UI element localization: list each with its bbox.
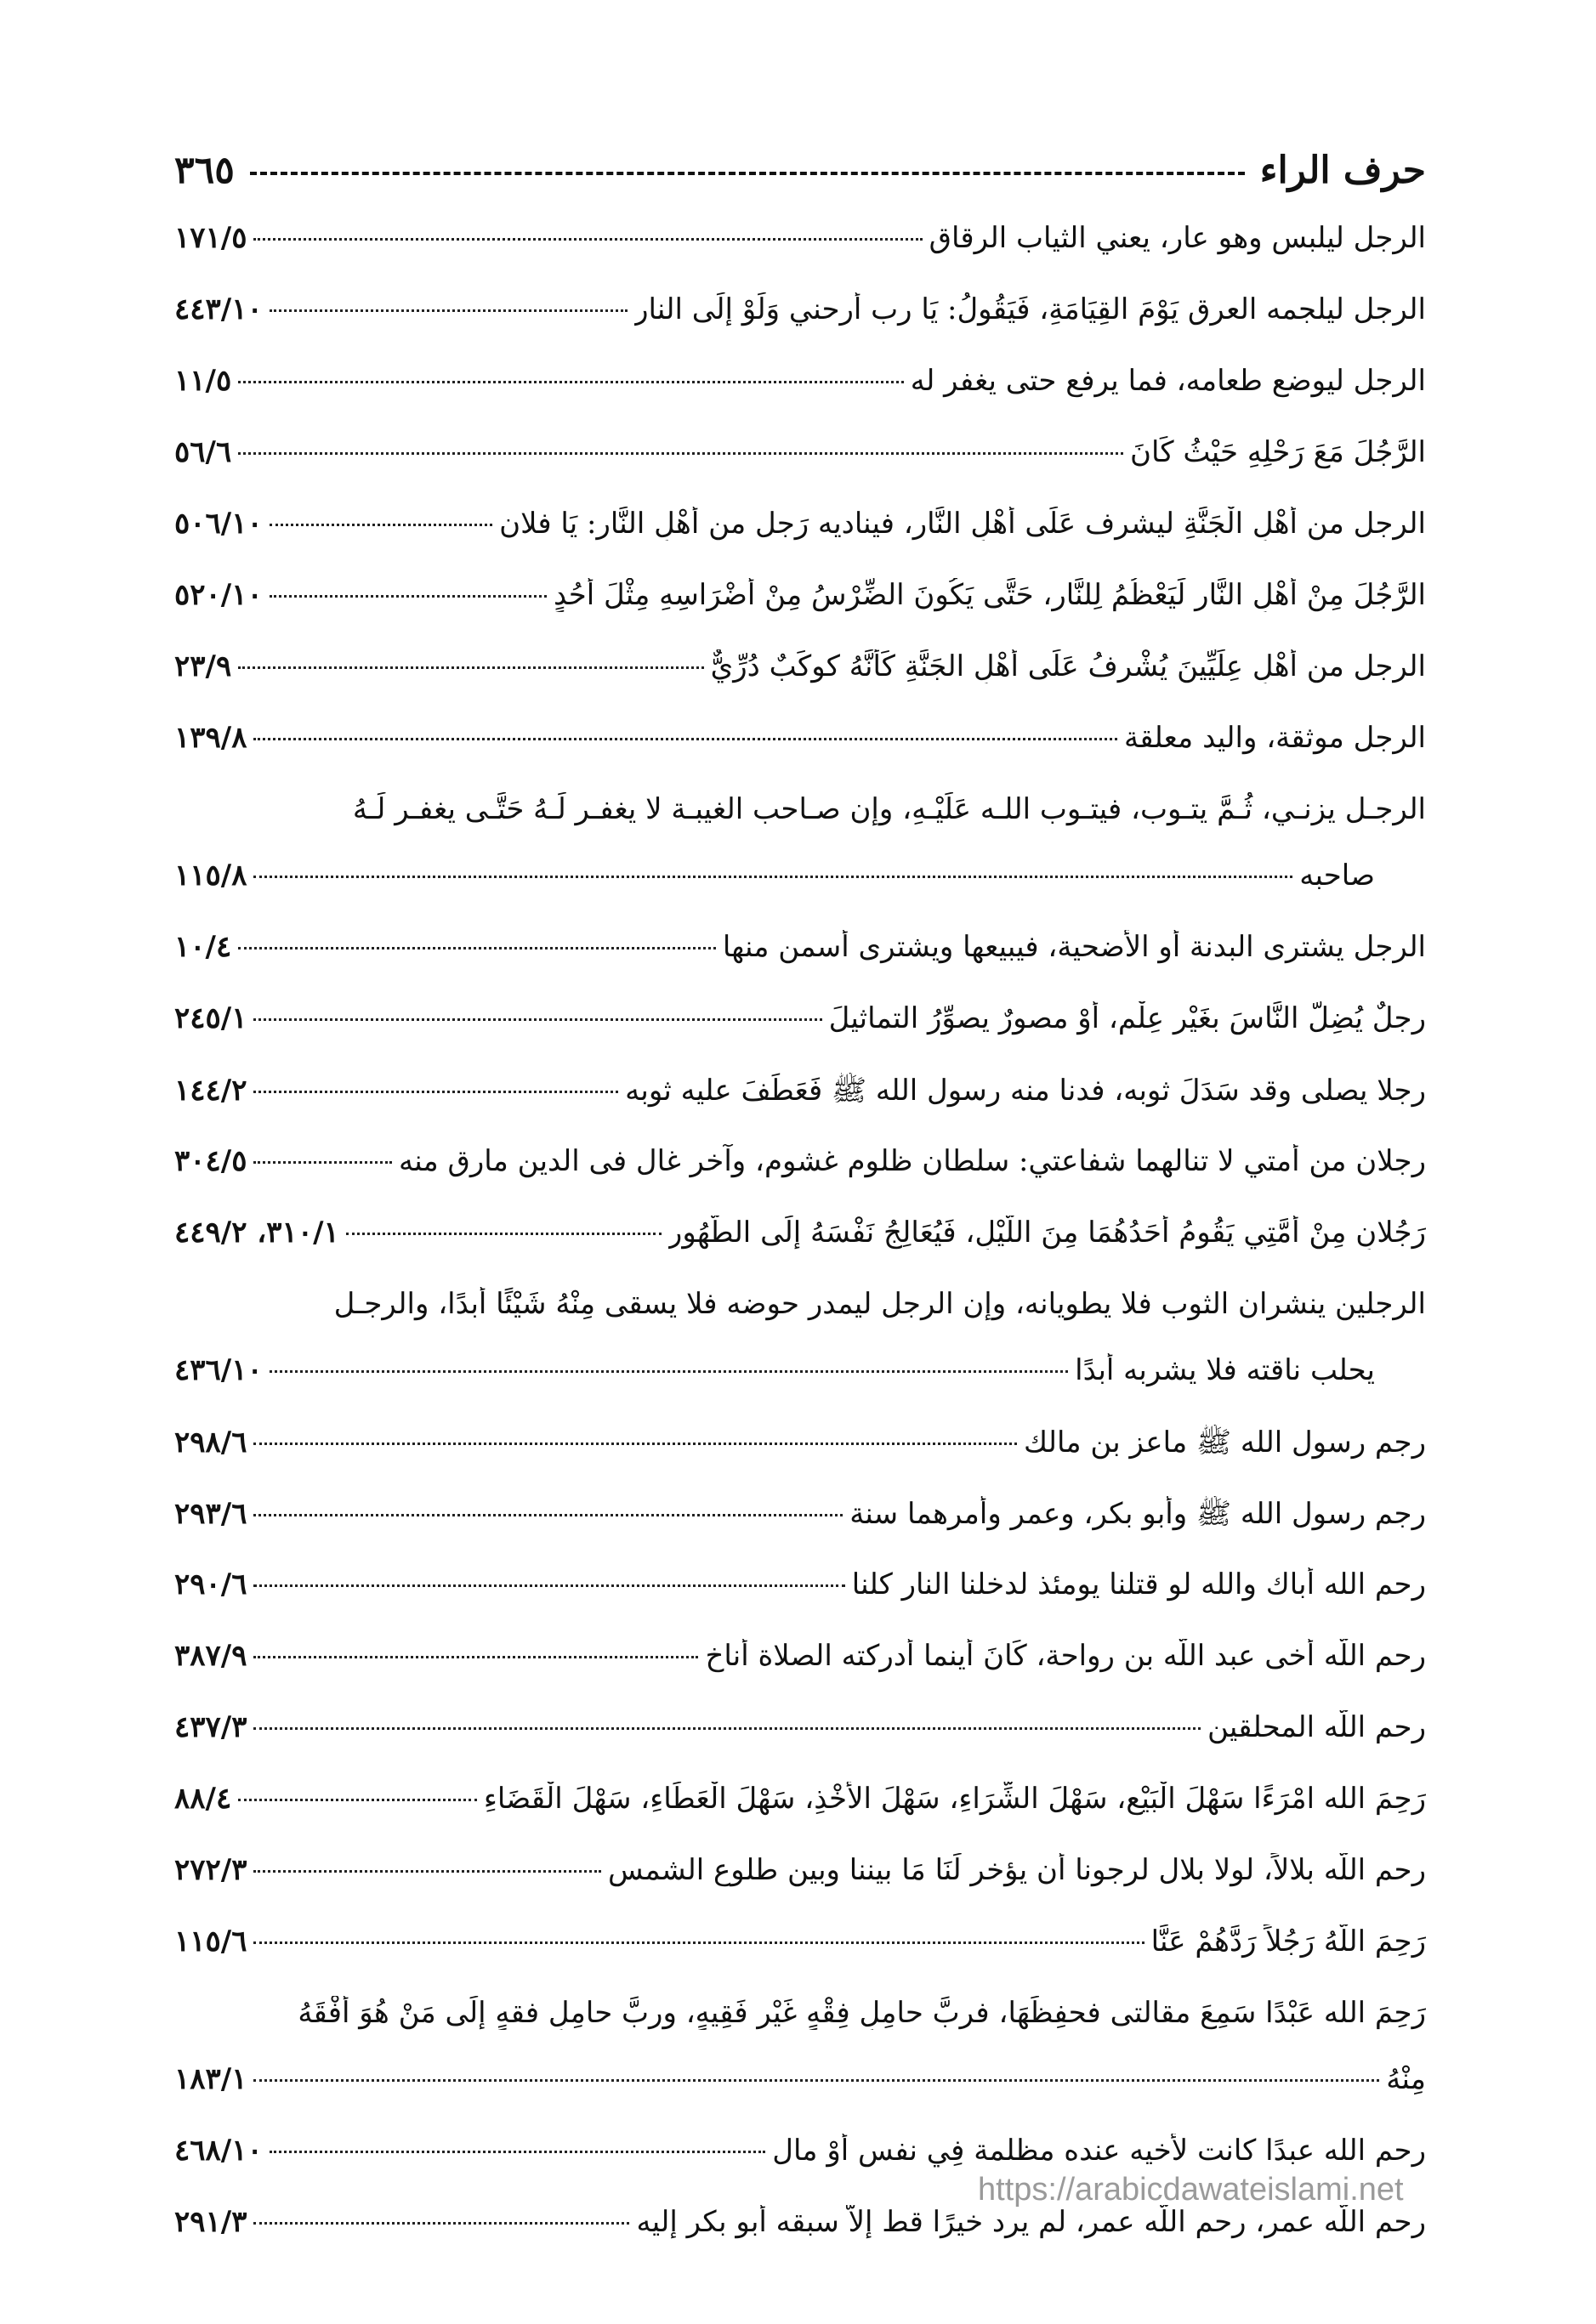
entry-text: الرجل من أَهْلِ الْجَنَّةِ ليشرف عَلَى أَهْلِ النَّارِ، فيناديه رَجل من أَهْلِ النَّارِ: يَا فلان xyxy=(499,507,1426,541)
dot-leader xyxy=(270,309,628,312)
entry-reference: ١١٥/٦ xyxy=(174,1924,247,1958)
dot-leader xyxy=(238,947,716,949)
dot-leader xyxy=(253,1941,1144,1944)
index-entry xyxy=(174,578,1426,649)
entry-reference: ٢٩٨/٦ xyxy=(174,1426,247,1460)
entry-reference: ٤٣٦/١٠ xyxy=(174,1353,263,1387)
entry-text: الرجل من أَهْلِ عِلِّيِّينَ يُشْرِفُ عَلَى أَهْلِ الجَنَّةِ كَأَنَّهُ كوكَبٌ دُرِّيٌّ xyxy=(710,649,1426,683)
entry-reference: ١٤٤/٢ xyxy=(174,1074,247,1108)
index-entry xyxy=(174,1216,1426,1287)
index-entry xyxy=(174,364,1426,435)
entry-text: رحم اللّه بلالاً، لولا بلال لرجونا أن يؤخر لَنَا مَا بيننا وبين طلوع الشمس xyxy=(608,1853,1426,1887)
dot-leader xyxy=(270,524,492,526)
entry-text: الرَّجُلَ مِنْ أَهْلِ النَّارِ لَيَعْظُمُ لِلنَّارِ، حَتَّى يَكُونَ الضِّرْسُ مِنْ أَضْرَاسِهِ مِثْلَ أُحُدٍ xyxy=(553,578,1426,612)
entry-text: يحلب ناقته فلا يشربه أبدًا xyxy=(1075,1353,1375,1387)
entry-text: رحم اللّه أخى عبد اللّه بن رواحة، كَانَ أينما أدركته الصلاة أناخ xyxy=(705,1639,1426,1673)
index-entry xyxy=(174,1496,1426,1567)
index-entry xyxy=(174,1353,1426,1425)
dot-leader xyxy=(253,1514,843,1516)
dot-leader xyxy=(238,381,904,383)
dot-leader xyxy=(253,1443,1017,1445)
chapter-title: حرف الراء xyxy=(1259,148,1426,192)
entry-reference: ٥٠٦/١٠ xyxy=(174,507,263,541)
entry-reference: ٤٦٨/١٠ xyxy=(174,2134,263,2168)
entry-reference: ٢٤٥/١ xyxy=(174,1001,247,1035)
entry-reference: ٢٩٠/٦ xyxy=(174,1567,247,1601)
index-entry xyxy=(174,721,1426,792)
dot-leader xyxy=(253,738,1117,740)
entry-reference: ٤٣٧/٣ xyxy=(174,1710,247,1744)
entry-text: صاحبه xyxy=(1299,859,1375,893)
entry-text: رحم اللّه المحلقين xyxy=(1207,1710,1426,1744)
index-entry xyxy=(174,1639,1426,1710)
dot-leader xyxy=(253,1584,844,1587)
index-entry xyxy=(174,1782,1426,1853)
dot-leader xyxy=(253,2079,1379,2082)
entry-reference: ٢٩١/٣ xyxy=(174,2205,247,2239)
dot-leader xyxy=(270,2151,766,2153)
entry-reference: ١١/٥ xyxy=(174,364,232,398)
entry-text: رحم الله عبدًا كانت لأخيه عنده مظلمة فِي نفس أَوْ مال xyxy=(772,2134,1426,2168)
index-entry xyxy=(174,1996,1426,2062)
entry-text: الرجل موثقة، واليد معلقة xyxy=(1123,721,1426,755)
index-entry xyxy=(174,792,1426,859)
dot-leader xyxy=(253,1018,821,1021)
dot-leader xyxy=(270,1370,1068,1373)
index-entry xyxy=(174,859,1426,930)
dot-leader xyxy=(253,1870,601,1873)
index-entry xyxy=(174,1073,1426,1144)
watermark: https://arabicdawateislami.net xyxy=(978,2172,1404,2208)
index-entry xyxy=(174,1567,1426,1639)
header-rule xyxy=(250,172,1245,175)
entry-text: الرجـل يزنـي، ثُـمَّ يتـوب، فيتـوب اللـه عَلَيْـهِ، وإن صـاحب الغيبـة لا يغفـر لَـهُ حَتَّـى يغفـر لَـهُ xyxy=(352,792,1426,826)
entry-text: الرَّجُلَ مَعَ رَحْلِهِ حَيْثُ كَانَ xyxy=(1130,435,1426,469)
entry-reference: ١٣٩/٨ xyxy=(174,721,247,755)
entry-text: رَحِمَ اللَّهُ رَجُلاً رَدَّهُمْ عَنَّا xyxy=(1150,1924,1426,1958)
entry-reference: ١٠/٤ xyxy=(174,930,232,964)
entry-reference: ٨٨/٤ xyxy=(174,1782,232,1816)
entry-reference: ٢٧٢/٣ xyxy=(174,1853,247,1887)
entry-reference: ٢٩٣/٦ xyxy=(174,1497,247,1531)
entry-text: رجلا يصلى وقد سَدَلَ ثوبه، فدنا منه رسول الله ﷺ فَعَطَفَ عليه ثوبه xyxy=(625,1074,1426,1108)
entry-text: رَجُلانِ مِنْ أُمَّتِي يَقُومُ أَحَدُهُمَا مِنَ اللَّيْلِ، فَيُعَالِجُ نَفْسَهُ إِلَى الطَّهُورِ xyxy=(667,1216,1426,1250)
index-entry xyxy=(174,2062,1426,2134)
index-entry xyxy=(174,507,1426,578)
entry-text: رحم اللّه عمر، رحم اللّه عمر، لم يرد خيرًا قط إلاّ سبقه أبو بكر إليه xyxy=(636,2205,1426,2239)
entry-reference: ١١٥/٨ xyxy=(174,859,247,893)
entry-text: رحم الله أباك والله لو قتلنا يومئذ لدخلنا النار كلنا xyxy=(851,1567,1426,1601)
index-entry xyxy=(174,1287,1426,1353)
entry-text: الرجل ليوضع طعامه، فما يرفع حتى يغفر له xyxy=(910,364,1426,398)
dot-leader xyxy=(270,595,547,598)
entry-text: الرجل ليلبس وهو عار، يعني الثياب الرقاق xyxy=(929,221,1426,255)
index-entry xyxy=(174,221,1426,292)
index-entry xyxy=(174,2205,1426,2276)
entry-text: مِنْهُ xyxy=(1386,2062,1426,2096)
index-entry xyxy=(174,292,1426,364)
entry-text: رَحِمَ الله امْرَءًا سَهْلَ الْبَيْعِ، سَهْلَ الشِّرَاءِ، سَهْلَ الأَخْذِ، سَهْلَ الْعَطَاءِ، سَهْلَ الْقَضَاءِ xyxy=(483,1782,1426,1816)
page-number: ٣٦٥ xyxy=(174,148,235,192)
dot-leader xyxy=(238,452,1123,455)
dot-leader xyxy=(238,666,703,669)
entry-text: رَحِمَ الله عَبْدًا سَمِعَ مقالتى فحفِظَهَا، فربَّ حامِلِ فِقْهٍ غَيْرِ فَقِيهٍ، وربَّ حامِلِ فقهٍ إِلَى مَنْ هُوَ أَفْقَهُ xyxy=(298,1996,1426,2030)
index-entry xyxy=(174,435,1426,507)
dot-leader xyxy=(253,876,1292,878)
entry-reference: ٥٢٠/١٠ xyxy=(174,578,263,612)
entry-reference: ٣٨٧/٩ xyxy=(174,1639,247,1673)
index-entries xyxy=(174,221,1426,2276)
entry-reference: ٥٦/٦ xyxy=(174,435,232,469)
dot-leader xyxy=(346,1233,662,1235)
index-entry xyxy=(174,649,1426,721)
dot-leader xyxy=(253,1727,1201,1730)
entry-text: رجلان من أمتي لا تنالهما شفاعتي: سلطان ظلوم غشوم، وآخر غال فى الدين مارق منه xyxy=(399,1144,1426,1178)
index-entry xyxy=(174,930,1426,1001)
entry-text: رجم رسول الله ﷺ ماعز بن مالك xyxy=(1024,1426,1426,1460)
dot-leader xyxy=(253,238,922,241)
index-entry xyxy=(174,1710,1426,1782)
entry-reference: ٣٠٤/٥ xyxy=(174,1144,247,1178)
entry-text: الرجل ليلجمه العرق يَوْمَ القِيَامَةِ، فَيَقُولُ: يَا رب أرحني وَلَوْ إِلَى النار xyxy=(634,292,1426,326)
index-entry xyxy=(174,1144,1426,1216)
dot-leader xyxy=(253,1091,618,1093)
entry-reference: ١٧١/٥ xyxy=(174,221,247,255)
dot-leader xyxy=(238,1799,477,1801)
entry-reference: ٣١٠/١، ٤٤٩/٢ xyxy=(174,1216,339,1250)
index-entry xyxy=(174,1924,1426,1996)
index-entry xyxy=(174,1001,1426,1073)
entry-text: الرجل يشترى البدنة أو الأضحية، فيبيعها ويشترى أسمن منها xyxy=(722,930,1426,964)
entry-reference: ١٨٣/١ xyxy=(174,2062,247,2096)
entry-text: رجم رسول الله ﷺ وأبو بكر، وعمر وأمرهما سنة xyxy=(849,1497,1426,1531)
dot-leader xyxy=(253,1656,698,1658)
dot-leader xyxy=(253,1161,392,1164)
index-entry xyxy=(174,1425,1426,1496)
page-header xyxy=(174,140,1426,200)
index-entry xyxy=(174,1853,1426,1924)
entry-text: رجلٌ يُضِلُّ النَّاسَ بغَيْرِ عِلْمٍ، أَوْ مصورٌ يصوِّرُ التماثيلَ xyxy=(828,1001,1426,1035)
entry-reference: ٤٤٣/١٠ xyxy=(174,292,263,326)
dot-leader xyxy=(253,2222,629,2225)
entry-text: الرجلين ينشران الثوب فلا يطويانه، وإن الرجل ليمدر حوضه فلا يسقى مِنْهُ شَيْئًا أبدًا، والرجـل xyxy=(333,1287,1426,1321)
entry-reference: ٢٣/٩ xyxy=(174,649,232,683)
